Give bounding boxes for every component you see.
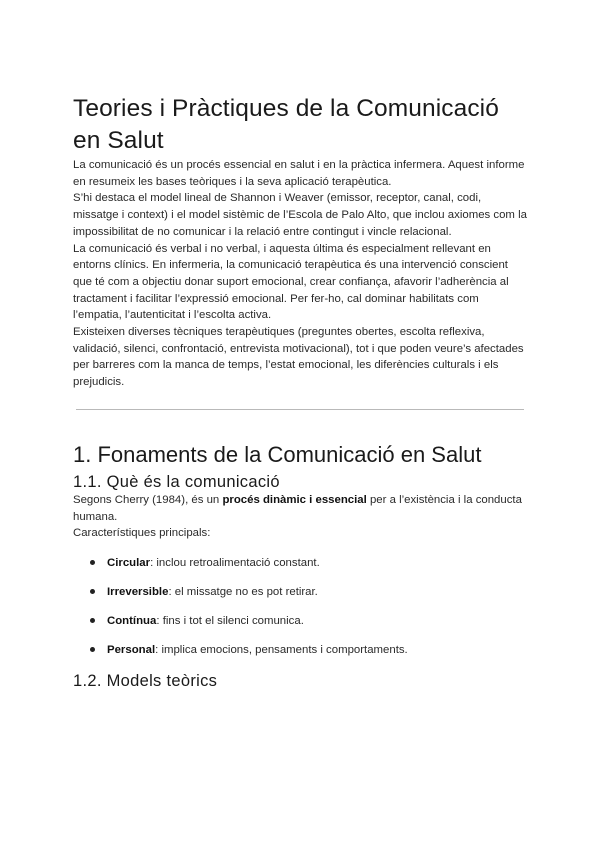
characteristic-term: Personal [107,643,156,656]
bullet-dot-icon [90,560,95,565]
list-item [107,613,527,629]
list-item [107,555,527,571]
cherry-text-after: per a l’existència i la conducta humana. [73,493,522,523]
section-divider [76,409,524,410]
characteristic-term: Irreversible [107,585,169,598]
intro-paragraph-1b-text: S’hi destaca el model lineal de Shannon i Weaver (emissor, receptor, canal, codi, missatge i context) i el model sistèmic de l’Escola de Palo Alto, que inclou axiomes com la impossibilitat de no comunicar i la relació entre contingut i vincle relacional. [73,192,527,238]
intro-paragraph-1 [73,157,527,241]
bullet-dot-icon [90,589,95,594]
list-item [107,642,527,658]
bullet-dot-icon [90,618,95,623]
characteristic-description: : implica emocions, pensaments i comportaments. [155,643,408,656]
characteristic-term: Contínua [107,614,157,627]
characteristic-description: : inclou retroalimentació constant. [150,556,320,569]
characteristics-label: Característiques principals: [73,527,211,540]
subsection-1-2-heading: 1.2. Models teòrics [73,671,218,690]
intro-paragraph-2: La comunicació és verbal i no verbal, i aquesta última és especialment rellevant en entorns clínics. En infermeria, la comunicació terapèutica és una intervenció conscient que té com a objectiu donar suport emocional, crear confiança, afavorir l’adherència al tractament i facilitar l’expressió emocional. Per fer-ho, cal dominar habilitats com l’empatia, l’autenticitat i l’escolta activa. [73,242,509,322]
bullet-dot-icon [90,647,95,652]
list-item [107,584,527,600]
cherry-bold-phrase: procés dinàmic i essencial [222,493,367,506]
section-1-heading: 1. Fonaments de la Comunicació en Salut [73,441,482,467]
characteristic-term: Circular [107,556,151,569]
intro-paragraph-3: Existeixen diverses tècniques terapèutiques (preguntes obertes, escolta reflexiva, validació, silenci, confrontació, entrevista motivacional), tot i que poden veure’s afectades per barreres com la manca de temps, l’estat emocional, les diferències culturals i els prejudicis. [73,326,524,389]
characteristics-list [73,555,527,658]
characteristic-description: : fins i tot el silenci comunica. [156,614,304,627]
cherry-text-before: Segons Cherry (1984), és un [73,493,223,506]
intro-paragraph-1-text: La comunicació és un procés essencial en salut i en la pràctica infermera. Aquest informe en resumeix les bases teòriques i la seva aplicació terapèutica. [73,159,525,188]
subsection-1-1-heading: 1.1. Què és la comunicació [73,472,280,491]
cherry-definition-paragraph [73,492,527,525]
characteristic-description: : el missatge no es pot retirar. [168,585,318,598]
document-title: Teories i Pràctiques de la Comunicació en Salut [73,95,499,154]
